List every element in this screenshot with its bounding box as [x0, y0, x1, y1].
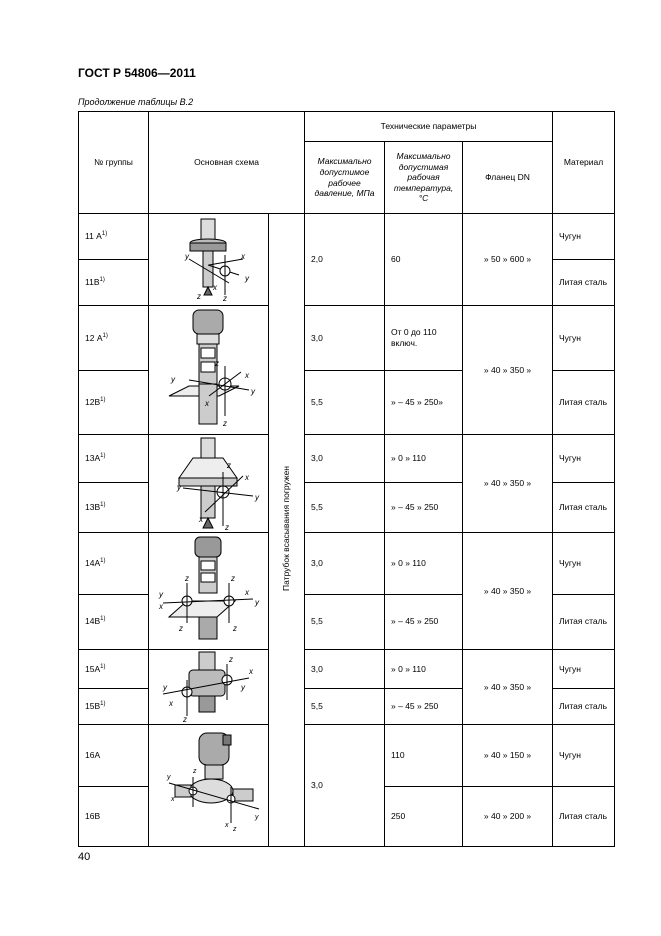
- svg-text:y: y: [255, 813, 259, 821]
- material-12a: Чугун: [553, 306, 615, 371]
- pressure-12b: 5,5: [305, 371, 385, 435]
- scheme-15: [149, 650, 269, 725]
- temperature-11: 60: [385, 214, 463, 306]
- svg-text:z: z: [225, 522, 229, 532]
- pressure-13b: 5,5: [305, 483, 385, 533]
- side-label-cell: [269, 214, 305, 847]
- page-number: 40: [78, 851, 91, 863]
- svg-text:y: y: [255, 598, 259, 607]
- temperature-12a: От 0 до 110 включ.: [385, 306, 463, 371]
- pressure-13a: 3,0: [305, 435, 385, 483]
- group-12b: $12В^{1)}$: [79, 371, 149, 435]
- pump-diagram-14-icon: [149, 533, 269, 649]
- header-pressure: Максимально допустимое рабочее давление, МПа: [305, 142, 385, 214]
- group-12a: 12 $А^{1)}$: [79, 306, 149, 371]
- svg-text:x: x: [245, 472, 249, 482]
- scheme-11: [149, 214, 269, 306]
- group-13b: $13В^{1)}$: [79, 483, 149, 533]
- material-16a: Чугун: [553, 725, 615, 787]
- table-caption: Продолжение таблицы В.2: [78, 97, 194, 107]
- pump-diagram-16-icon: [149, 727, 269, 845]
- group-16a: 16А: [79, 725, 149, 787]
- flange-16b: » 40 » 200 »: [463, 787, 553, 847]
- material-13a: Чугун: [553, 435, 615, 483]
- temperature-14a: » 0 » 110: [385, 533, 463, 595]
- scheme-13: [149, 435, 269, 533]
- svg-text:z: z: [231, 574, 235, 583]
- svg-text:z: z: [215, 359, 219, 368]
- svg-text:x: x: [169, 699, 173, 708]
- temperature-12b: » – 45 » 250»: [385, 371, 463, 435]
- temperature-13a: » 0 » 110: [385, 435, 463, 483]
- svg-text:y: y: [241, 683, 245, 692]
- header-scheme: Основная схема: [149, 112, 305, 214]
- group-16b: 16В: [79, 787, 149, 847]
- group-11a: 11 $А^{1)}$: [79, 214, 149, 260]
- pressure-12a: 3,0: [305, 306, 385, 371]
- header-temperature: Максимально допустимая рабочая температура, °С: [385, 142, 463, 214]
- header-material: Материал: [553, 112, 615, 214]
- material-11b: Литая сталь: [553, 260, 615, 306]
- group-11b: $11В^{1)}$: [79, 260, 149, 306]
- group-13a: $13А^{1)}$: [79, 435, 149, 483]
- scheme-16: [149, 725, 269, 847]
- temperature-16a: 110: [385, 725, 463, 787]
- pump-diagram-15-icon: [149, 650, 269, 724]
- svg-text:y: y: [245, 273, 249, 283]
- pump-diagram-13-icon: [149, 436, 269, 532]
- svg-text:z: z: [233, 825, 237, 833]
- svg-text:z: z: [193, 767, 197, 775]
- svg-text:x: x: [199, 514, 203, 524]
- material-12b: Литая сталь: [553, 371, 615, 435]
- svg-text:y: y: [159, 590, 163, 599]
- temperature-16b: 250: [385, 787, 463, 847]
- svg-text:z: z: [185, 574, 189, 583]
- flange-14: » 40 » 350 »: [463, 533, 553, 650]
- header-group: № группы: [79, 112, 149, 214]
- svg-text:x: x: [249, 667, 253, 676]
- flange-13: » 40 » 350 »: [463, 435, 553, 533]
- svg-text:x: x: [245, 588, 249, 597]
- svg-text:z: z: [179, 624, 183, 633]
- material-14a: Чугун: [553, 533, 615, 595]
- material-15b: Литая сталь: [553, 689, 615, 725]
- material-14b: Литая сталь: [553, 594, 615, 649]
- flange-15: » 40 » 350 »: [463, 650, 553, 725]
- svg-text:x: x: [241, 251, 245, 261]
- svg-text:x: x: [171, 795, 175, 803]
- pump-diagram-11-icon: [149, 215, 269, 305]
- svg-text:z: z: [183, 715, 187, 724]
- svg-text:z: z: [229, 655, 233, 664]
- temperature-14b: » – 45 » 250: [385, 594, 463, 649]
- pressure-11: 2,0: [305, 214, 385, 306]
- svg-text:y: y: [251, 387, 255, 396]
- svg-text:x: x: [159, 602, 163, 611]
- svg-text:x: x: [225, 821, 229, 829]
- svg-text:y: y: [185, 251, 189, 261]
- group-14a: $14А^{1)}$: [79, 533, 149, 595]
- group-15b: $15В^{1)}$: [79, 689, 149, 725]
- side-label: Патрубок всасывания погружен: [281, 466, 292, 592]
- svg-text:z: z: [223, 419, 227, 428]
- svg-text:x: x: [205, 399, 209, 408]
- svg-text:z: z: [233, 624, 237, 633]
- svg-text:y: y: [171, 375, 175, 384]
- flange-12: » 40 » 350 »: [463, 306, 553, 435]
- pump-diagram-12-icon: [149, 306, 269, 434]
- svg-text:y: y: [167, 773, 171, 781]
- parameters-table: [78, 111, 615, 847]
- svg-text:y: y: [255, 492, 259, 502]
- pressure-14b: 5,5: [305, 594, 385, 649]
- svg-text:x: x: [245, 371, 249, 380]
- svg-text:z: z: [227, 460, 231, 470]
- material-16b: Литая сталь: [553, 787, 615, 847]
- header-flange: Фланец DN: [463, 142, 553, 214]
- temperature-15b: » – 45 » 250: [385, 689, 463, 725]
- pressure-15a: 3,0: [305, 650, 385, 689]
- scheme-12: [149, 306, 269, 435]
- svg-text:x: x: [213, 282, 217, 292]
- flange-11: » 50 » 600 »: [463, 214, 553, 306]
- document-title: ГОСТ Р 54806—2011: [78, 66, 196, 80]
- material-15a: Чугун: [553, 650, 615, 689]
- group-14b: $14В^{1)}$: [79, 594, 149, 649]
- svg-text:y: y: [177, 482, 181, 492]
- pressure-15b: 5,5: [305, 689, 385, 725]
- flange-16a: » 40 » 150 »: [463, 725, 553, 787]
- pressure-14a: 3,0: [305, 533, 385, 595]
- svg-text:y: y: [163, 683, 167, 692]
- svg-text:z: z: [197, 291, 201, 301]
- svg-text:z: z: [223, 293, 227, 303]
- pressure-16: 3,0: [305, 725, 385, 847]
- header-tech: Технические параметры: [305, 112, 553, 142]
- temperature-15a: » 0 » 110: [385, 650, 463, 689]
- temperature-13b: » – 45 » 250: [385, 483, 463, 533]
- material-13b: Литая сталь: [553, 483, 615, 533]
- scheme-14: [149, 533, 269, 650]
- group-15a: $15А^{1)}$: [79, 650, 149, 689]
- material-11a: Чугун: [553, 214, 615, 260]
